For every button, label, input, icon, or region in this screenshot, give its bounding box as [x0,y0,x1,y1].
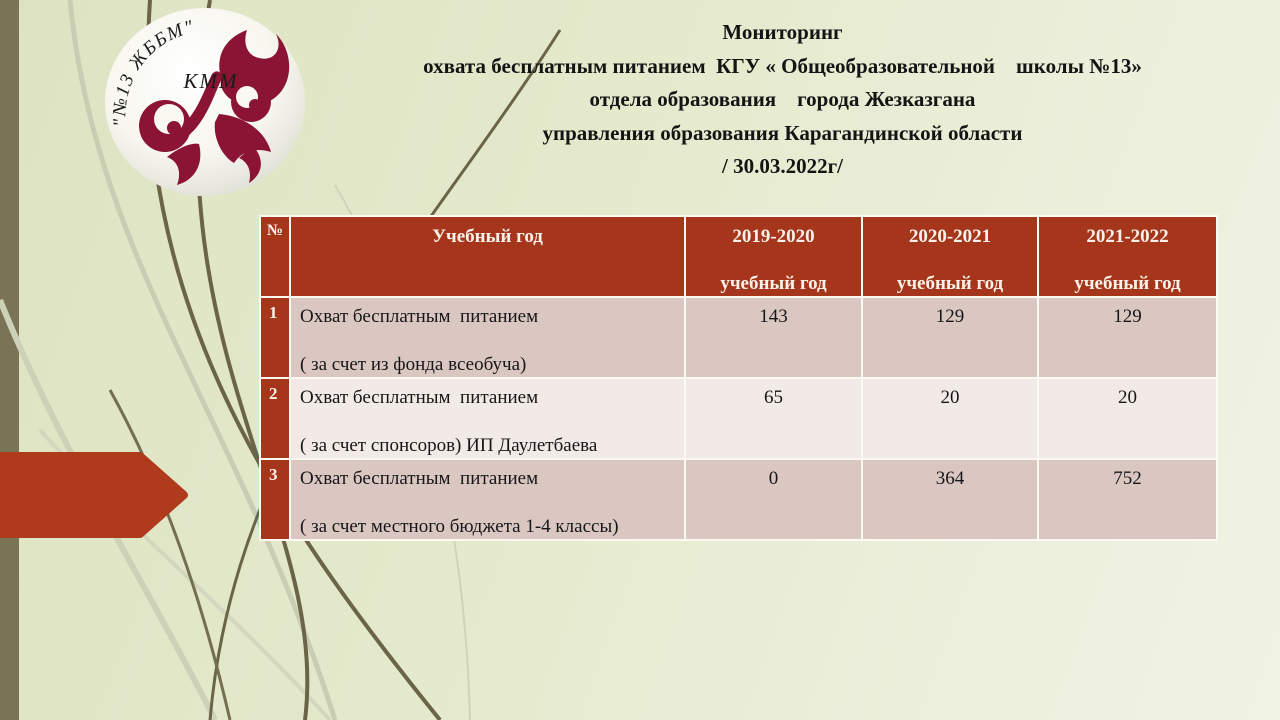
row-2-label-line1: Охват бесплатным питанием [300,387,539,408]
row-3-value-2019-2020: 0 [685,459,862,540]
header-year-1-line2: учебный год [720,273,827,294]
title-line-2: охвата бесплатным питанием КГУ « Общеобразовательной школы №13» [423,53,1142,78]
row-3-value-2020-2021: 364 [862,459,1038,540]
row-2-label [290,378,685,459]
monitoring-table [259,215,1218,541]
header-year-2020-2021 [862,216,1038,297]
title-line-3: отдела образования города Жезказгана [589,87,976,111]
table-header-row [260,216,1217,297]
header-num: № [260,216,290,297]
header-year-2-line1: 2020-2021 [908,226,992,247]
row-1-number: 1 [260,297,290,378]
row-1-value-2019-2020: 143 [685,297,862,378]
row-2-value-2020-2021: 20 [862,378,1038,459]
row-2-number: 2 [260,378,290,459]
row-1-label-line2: ( за счет из фонда всеобуча) [300,354,527,375]
slide-title [290,16,1275,184]
left-edge-stripe [0,0,19,720]
row-3-label-line2: ( за счет местного бюджета 1-4 классы) [300,516,619,537]
row-1-value-2021-2022: 129 [1038,297,1217,378]
row-3-number: 3 [260,459,290,540]
table-row [260,378,1217,459]
row-2-label-line2: ( за счет спонсоров) ИП Даулетбаева [300,435,598,456]
table-row [260,459,1217,540]
header-year-2-line2: учебный год [896,273,1004,294]
header-year-1-line1: 2019-2020 [732,226,815,247]
arrow-banner [0,449,200,541]
row-1-label [290,297,685,378]
title-line-4: управления образования Карагандинской области [542,120,1023,145]
row-3-label [290,459,685,540]
row-3-value-2021-2022: 752 [1038,459,1217,540]
row-1-label-line1: Охват бесплатным питанием [300,306,539,327]
header-school-year-label: Учебный год [432,226,543,247]
title-line-5: / 30.03.2022г/ [722,154,843,178]
title-line-1: Мониторинг [722,20,843,44]
header-school-year [290,216,685,297]
row-3-label-line1: Охват бесплатным питанием [300,468,539,489]
logo-arc-text: "№13 ЖББМ" [109,16,197,128]
school-logo [103,6,308,198]
header-year-2019-2020 [685,216,862,297]
row-2-value-2019-2020: 65 [685,378,862,459]
table-row [260,297,1217,378]
header-year-3-line1: 2021-2022 [1086,226,1169,247]
header-year-3-line2: учебный год [1074,273,1181,294]
row-2-value-2021-2022: 20 [1038,378,1217,459]
header-year-2021-2022 [1038,216,1217,297]
logo-sub-text: КММ [183,69,239,93]
row-1-value-2020-2021: 129 [862,297,1038,378]
